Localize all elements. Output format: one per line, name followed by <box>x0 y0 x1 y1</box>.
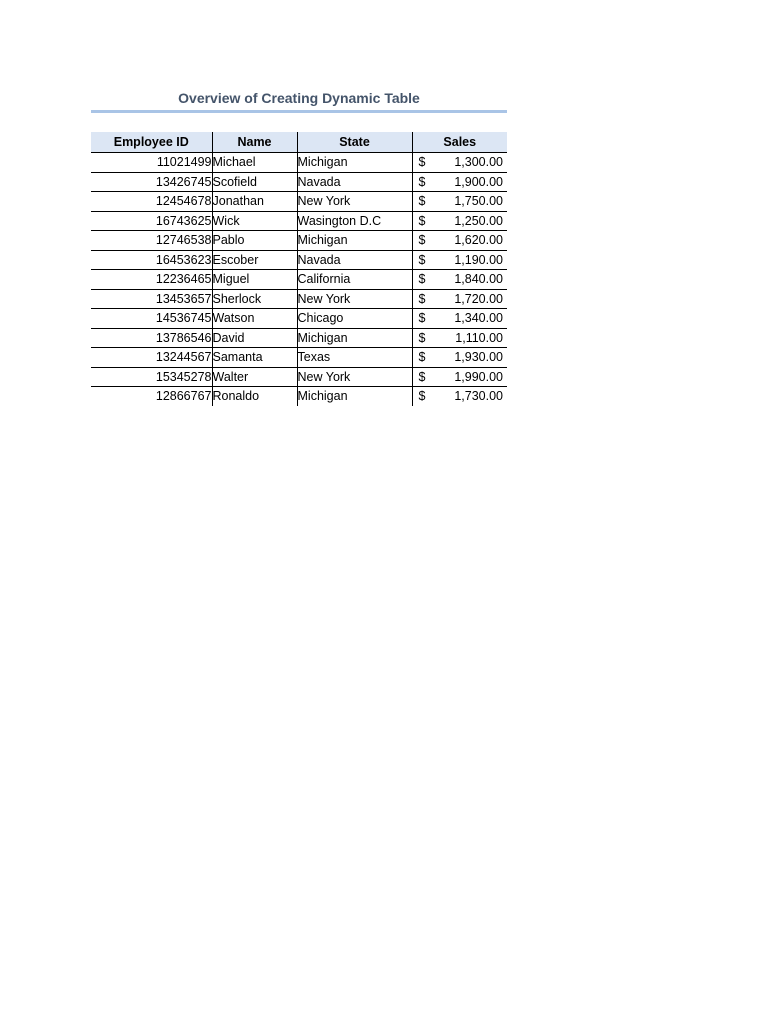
employee-id-cell: 13244567 <box>91 348 212 368</box>
employee-id-cell: 13453657 <box>91 289 212 309</box>
employee-id-cell: 16453623 <box>91 250 212 270</box>
sales-cell <box>412 289 507 309</box>
currency-symbol: $ <box>418 213 426 228</box>
sales-cell <box>412 231 507 251</box>
sales-amount: 1,340.00 <box>454 311 503 325</box>
table-row <box>91 270 507 290</box>
state-cell: Navada <box>297 250 412 270</box>
state-cell: Michigan <box>297 328 412 348</box>
employee-id-cell: 15345278 <box>91 367 212 387</box>
sales-cell <box>412 309 507 329</box>
state-cell: Chicago <box>297 309 412 329</box>
currency-symbol: $ <box>418 174 426 189</box>
state-cell: New York <box>297 192 412 212</box>
sales-cell <box>412 211 507 231</box>
table-row <box>91 250 507 270</box>
sales-amount: 1,930.00 <box>454 350 503 364</box>
title-block <box>91 86 507 114</box>
header-state: State <box>297 132 412 153</box>
table-row <box>91 367 507 387</box>
name-cell: David <box>212 328 297 348</box>
currency-symbol: $ <box>418 233 426 247</box>
title-underline <box>91 110 507 113</box>
name-cell: Michael <box>212 153 297 173</box>
currency-symbol: $ <box>418 389 426 403</box>
employee-id-cell: 16743625 <box>91 211 212 231</box>
sales-cell <box>412 250 507 270</box>
name-cell: Jonathan <box>212 192 297 212</box>
table-row <box>91 211 507 231</box>
sales-amount: 1,300.00 <box>454 155 503 169</box>
table-body <box>91 153 507 406</box>
name-cell: Sherlock <box>212 289 297 309</box>
table-row <box>91 153 507 173</box>
table-header-row <box>91 132 507 153</box>
state-cell: New York <box>297 289 412 309</box>
sales-amount: 1,720.00 <box>454 291 503 306</box>
name-cell: Watson <box>212 309 297 329</box>
sales-amount: 1,110.00 <box>455 330 503 345</box>
currency-symbol: $ <box>418 330 426 345</box>
table-title: Overview of Creating Dynamic Table <box>178 90 420 106</box>
sales-amount: 1,900.00 <box>454 174 503 189</box>
sales-cell <box>412 367 507 387</box>
sales-amount: 1,250.00 <box>454 213 503 228</box>
employee-id-cell: 13786546 <box>91 328 212 348</box>
employee-id-cell: 14536745 <box>91 309 212 329</box>
currency-symbol: $ <box>418 155 426 169</box>
sales-cell <box>412 270 507 290</box>
name-cell: Wick <box>212 211 297 231</box>
table-row <box>91 172 507 192</box>
sales-cell <box>412 172 507 192</box>
currency-symbol: $ <box>418 350 426 364</box>
currency-symbol: $ <box>418 194 426 208</box>
table-row <box>91 192 507 212</box>
employee-id-cell: 11021499 <box>91 153 212 173</box>
currency-symbol: $ <box>418 311 426 325</box>
sales-cell <box>412 348 507 368</box>
table-row <box>91 231 507 251</box>
state-cell: Michigan <box>297 387 412 406</box>
name-cell: Escober <box>212 250 297 270</box>
state-cell: Wasington D.C <box>297 211 412 231</box>
employee-id-cell: 12236465 <box>91 270 212 290</box>
sales-amount: 1,620.00 <box>454 233 503 247</box>
currency-symbol: $ <box>418 291 426 306</box>
sales-amount: 1,190.00 <box>454 252 503 267</box>
sales-cell <box>412 192 507 212</box>
sales-amount: 1,990.00 <box>454 369 503 384</box>
header-employee-id: Employee ID <box>91 132 212 153</box>
header-name: Name <box>212 132 297 153</box>
header-sales: Sales <box>412 132 507 153</box>
name-cell: Ronaldo <box>212 387 297 406</box>
state-cell: New York <box>297 367 412 387</box>
state-cell: Michigan <box>297 153 412 173</box>
currency-symbol: $ <box>418 252 426 267</box>
name-cell: Walter <box>212 367 297 387</box>
sales-cell <box>412 328 507 348</box>
sales-amount: 1,750.00 <box>454 194 503 208</box>
table-row <box>91 328 507 348</box>
state-cell: Navada <box>297 172 412 192</box>
name-cell: Scofield <box>212 172 297 192</box>
sales-amount: 1,840.00 <box>454 272 503 286</box>
employee-id-cell: 12746538 <box>91 231 212 251</box>
employee-id-cell: 13426745 <box>91 172 212 192</box>
name-cell: Miguel <box>212 270 297 290</box>
employee-id-cell: 12454678 <box>91 192 212 212</box>
employee-sales-table <box>91 132 507 406</box>
currency-symbol: $ <box>418 369 426 384</box>
table-row <box>91 387 507 406</box>
name-cell: Pablo <box>212 231 297 251</box>
state-cell: Texas <box>297 348 412 368</box>
employee-id-cell: 12866767 <box>155 389 212 404</box>
name-cell: Samanta <box>212 348 297 368</box>
table-row <box>91 289 507 309</box>
state-cell: Michigan <box>297 231 412 251</box>
sales-amount: 1,730.00 <box>454 389 503 403</box>
table-row <box>91 348 507 368</box>
table-row <box>91 309 507 329</box>
sales-cell <box>412 153 507 173</box>
state-cell: California <box>297 270 412 290</box>
sales-cell <box>412 387 507 406</box>
currency-symbol: $ <box>418 272 426 286</box>
